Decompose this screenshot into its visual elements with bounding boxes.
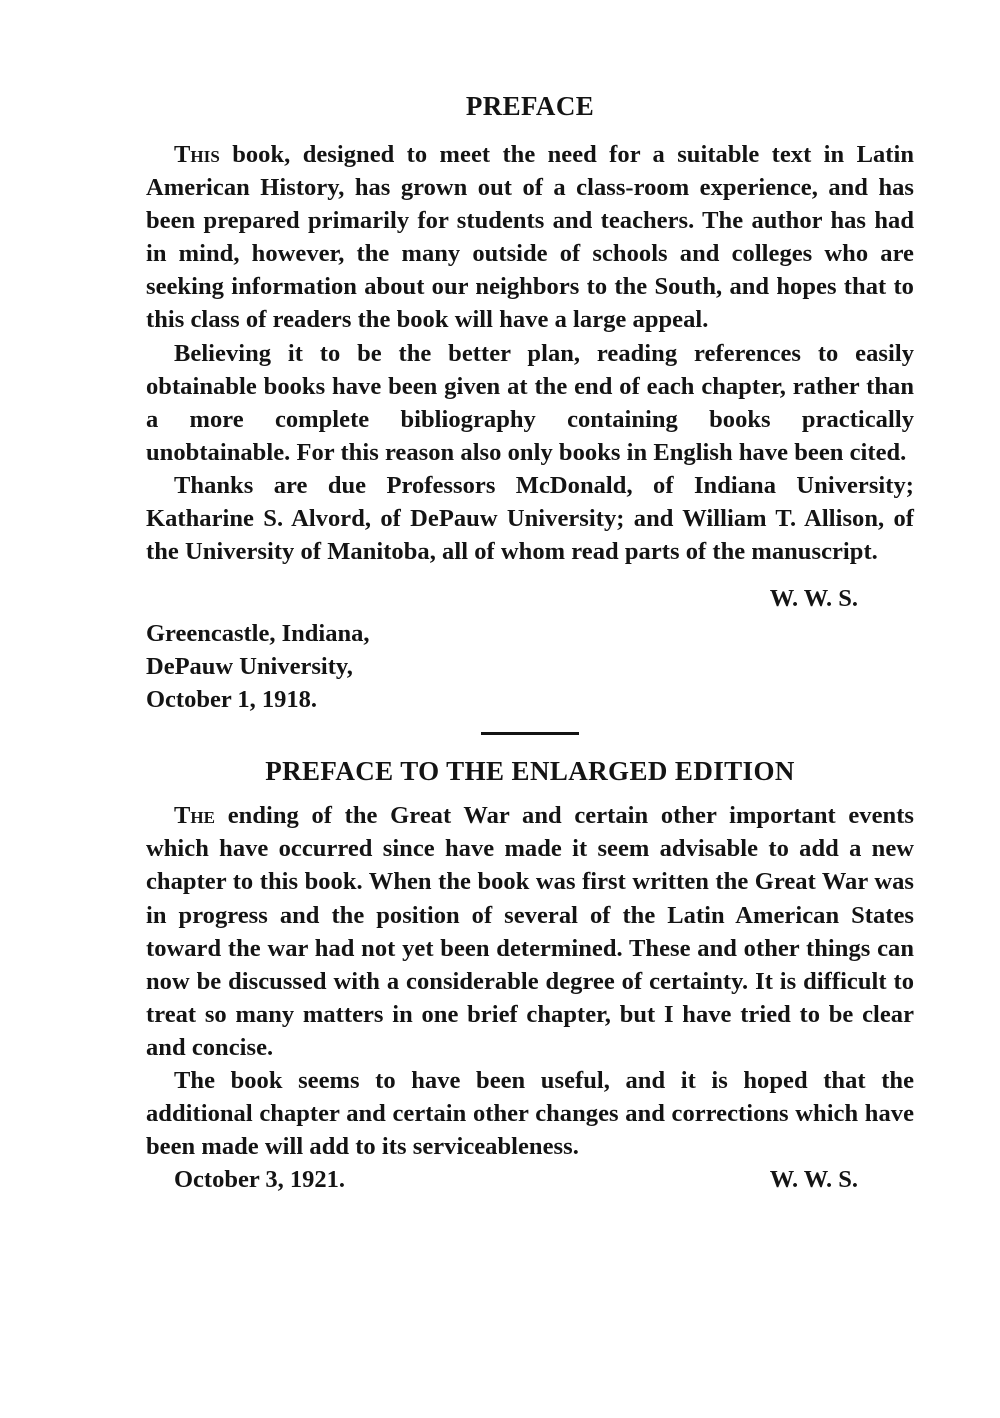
- preface-place-city: Greencastle, Indiana,: [146, 620, 370, 648]
- preface-place-university: DePauw University,: [146, 653, 353, 681]
- enlarged-paragraph-1-text: ending of the Great War and certain other important events which have occurred since have made it seem advisable to add a new chapter to this book. When the book was first written the Great War was in progress and the position of several of the Latin American States toward the war had not yet been determined. These and other things can now be discussed with a considerable degree of certainty. It is difficult to treat so many matters in one brief chapter, but I have tried to be clear and concise.: [146, 802, 914, 1061]
- preface-paragraph-3: Thanks are due Professors McDonald, of Indiana University; Katharine S. Alvord, of DePauw University; and William T. Allison, of the University of Manitoba, all of whom read parts of the manuscript.: [146, 471, 914, 566]
- section-divider: [481, 732, 579, 735]
- preface-place-block: [146, 617, 914, 716]
- preface-paragraph-2: Believing it to be the better plan, reading references to easily obtainable books have been given at the end of each chapter, rather than a more complete bibliography containing books practically unobtainable. For this reason also only books in English have been cited.: [146, 339, 914, 466]
- enlarged-paragraph-1-lead: The: [174, 802, 216, 830]
- enlarged-paragraph-2: The book seems to have been useful, and it is hoped that the additional chapter and certain other changes and corrections which have been made will add to its serviceableness.: [146, 1066, 914, 1161]
- enlarged-signature: W. W. S.: [769, 1166, 858, 1194]
- enlarged-closing-row: [146, 1163, 914, 1196]
- preface-paragraph-1: [146, 138, 914, 337]
- preface-title: PREFACE: [465, 91, 595, 121]
- enlarged-edition-title: PREFACE TO THE ENLARGED EDITION: [265, 756, 795, 787]
- enlarged-date: October 3, 1921.: [174, 1166, 346, 1194]
- preface-signature: W. W. S.: [769, 585, 858, 613]
- preface-place-date: October 1, 1918.: [146, 686, 318, 714]
- document-page: [146, 88, 914, 1196]
- preface-paragraph-1-lead: This: [174, 141, 220, 168]
- preface-paragraph-1-text: book, designed to meet the need for a suitable text in Latin American History, has grown out of a class-room experience, and has been prepared primarily for students and teachers. The author has had in mind, however, the many outside of schools and colleges who are seeking information about our neighbors to the South, and hopes that to this class of readers the book will have a large appeal.: [146, 141, 914, 334]
- enlarged-paragraph-1: [146, 799, 914, 1064]
